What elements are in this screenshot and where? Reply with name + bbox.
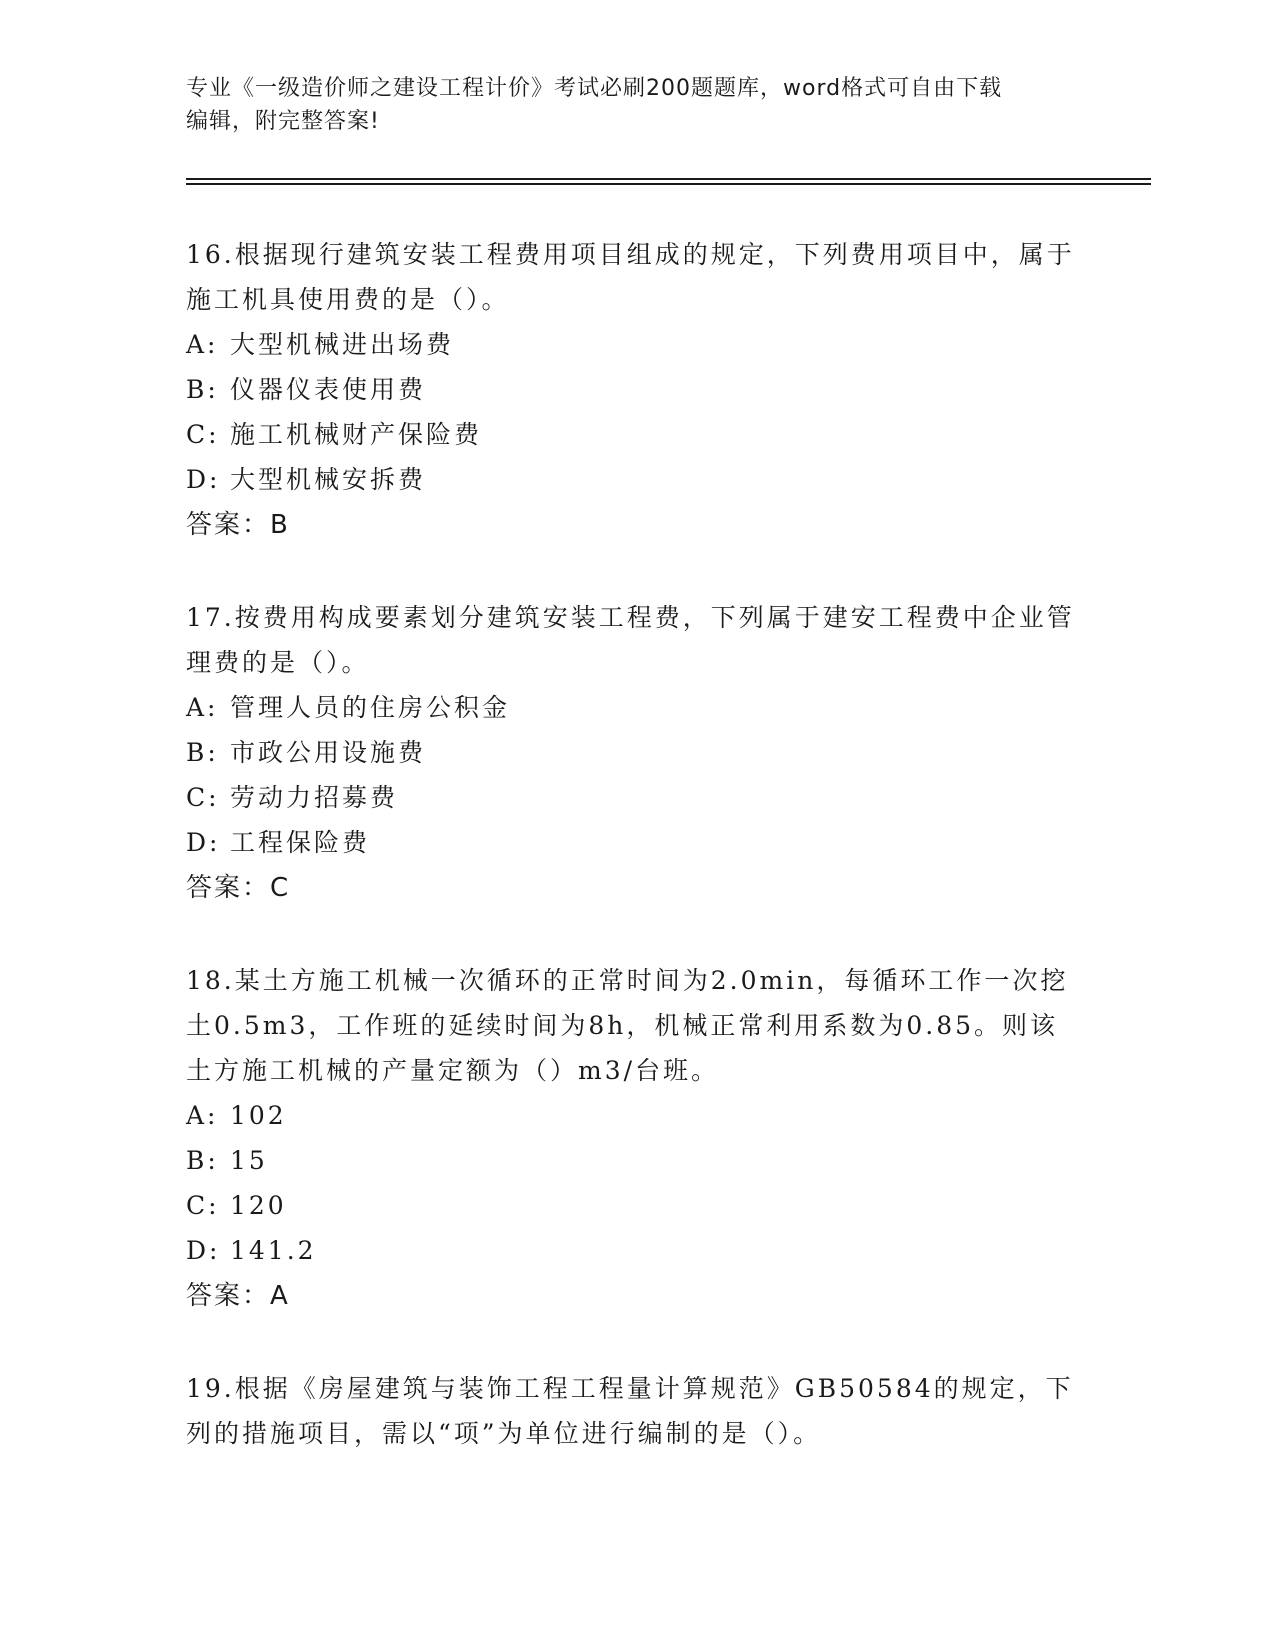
option-key: D: — [186, 465, 221, 494]
option-key: C: — [186, 420, 220, 449]
option-key: C: — [186, 783, 220, 812]
option-text: 大型机械进出场费 — [230, 330, 455, 359]
option-key: D: — [186, 828, 221, 857]
option-key: B: — [186, 1146, 219, 1175]
option-key: A: — [186, 693, 219, 722]
option-text: 管理人员的住房公积金 — [230, 693, 511, 722]
document-header — [186, 72, 1086, 138]
option-text: 工程保险费 — [230, 828, 371, 857]
option-text: 120 — [230, 1191, 287, 1220]
option-b — [186, 1138, 1086, 1183]
header-line-1: 专业《一级造价师之建设工程计价》考试必刷200题题库，word格式可自由下载 — [186, 76, 1003, 101]
option-key: B: — [186, 375, 219, 404]
option-c — [186, 775, 1086, 820]
option-key: B: — [186, 738, 219, 767]
option-text: 15 — [230, 1146, 268, 1175]
question-stem: 19.根据《房屋建筑与装饰工程工程量计算规范》GB50584的规定，下列的措施项目，需以“项”为单位进行编制的是（）。 — [186, 1374, 1074, 1448]
option-key: A: — [186, 330, 219, 359]
option-text: 劳动力招募费 — [230, 783, 399, 812]
question-18 — [186, 958, 1086, 1318]
option-d — [186, 820, 1086, 865]
option-d — [186, 457, 1086, 502]
option-key: C: — [186, 1191, 220, 1220]
option-c — [186, 412, 1086, 457]
option-b — [186, 730, 1086, 775]
option-b — [186, 367, 1086, 412]
option-text: 仪器仪表使用费 — [230, 375, 427, 404]
question-16 — [186, 232, 1086, 547]
header-rule-bottom — [186, 183, 1151, 185]
option-key: D: — [186, 1236, 221, 1265]
option-text: 施工机械财产保险费 — [230, 420, 483, 449]
option-text: 大型机械安拆费 — [230, 465, 427, 494]
question-stem: 17.按费用构成要素划分建筑安装工程费，下列属于建安工程费中企业管理费的是（）。 — [186, 603, 1075, 677]
answer-line: 答案：A — [186, 1281, 290, 1311]
header-rule-top — [186, 178, 1151, 180]
question-stem: 18.某土方施工机械一次循环的正常时间为2.0min，每循环工作一次挖土0.5m3，工作班的延续时间为8h，机械正常利用系数为0.85。则该土方施工机械的产量定额为（）m3/台班。 — [186, 966, 1069, 1085]
question-17 — [186, 595, 1086, 910]
option-text: 141.2 — [230, 1236, 317, 1265]
question-list — [186, 232, 1086, 1504]
option-a — [186, 685, 1086, 730]
option-a — [186, 322, 1086, 367]
header-line-2: 编辑，附完整答案! — [186, 109, 380, 134]
option-a — [186, 1093, 1086, 1138]
option-text: 102 — [230, 1101, 287, 1130]
option-text: 市政公用设施费 — [230, 738, 427, 767]
option-c — [186, 1183, 1086, 1228]
answer-line: 答案：C — [186, 873, 291, 903]
question-stem: 16.根据现行建筑安装工程费用项目组成的规定，下列费用项目中，属于施工机具使用费的是（）。 — [186, 240, 1075, 314]
question-19 — [186, 1366, 1086, 1456]
option-d — [186, 1228, 1086, 1273]
answer-line: 答案：B — [186, 510, 290, 540]
option-key: A: — [186, 1101, 219, 1130]
